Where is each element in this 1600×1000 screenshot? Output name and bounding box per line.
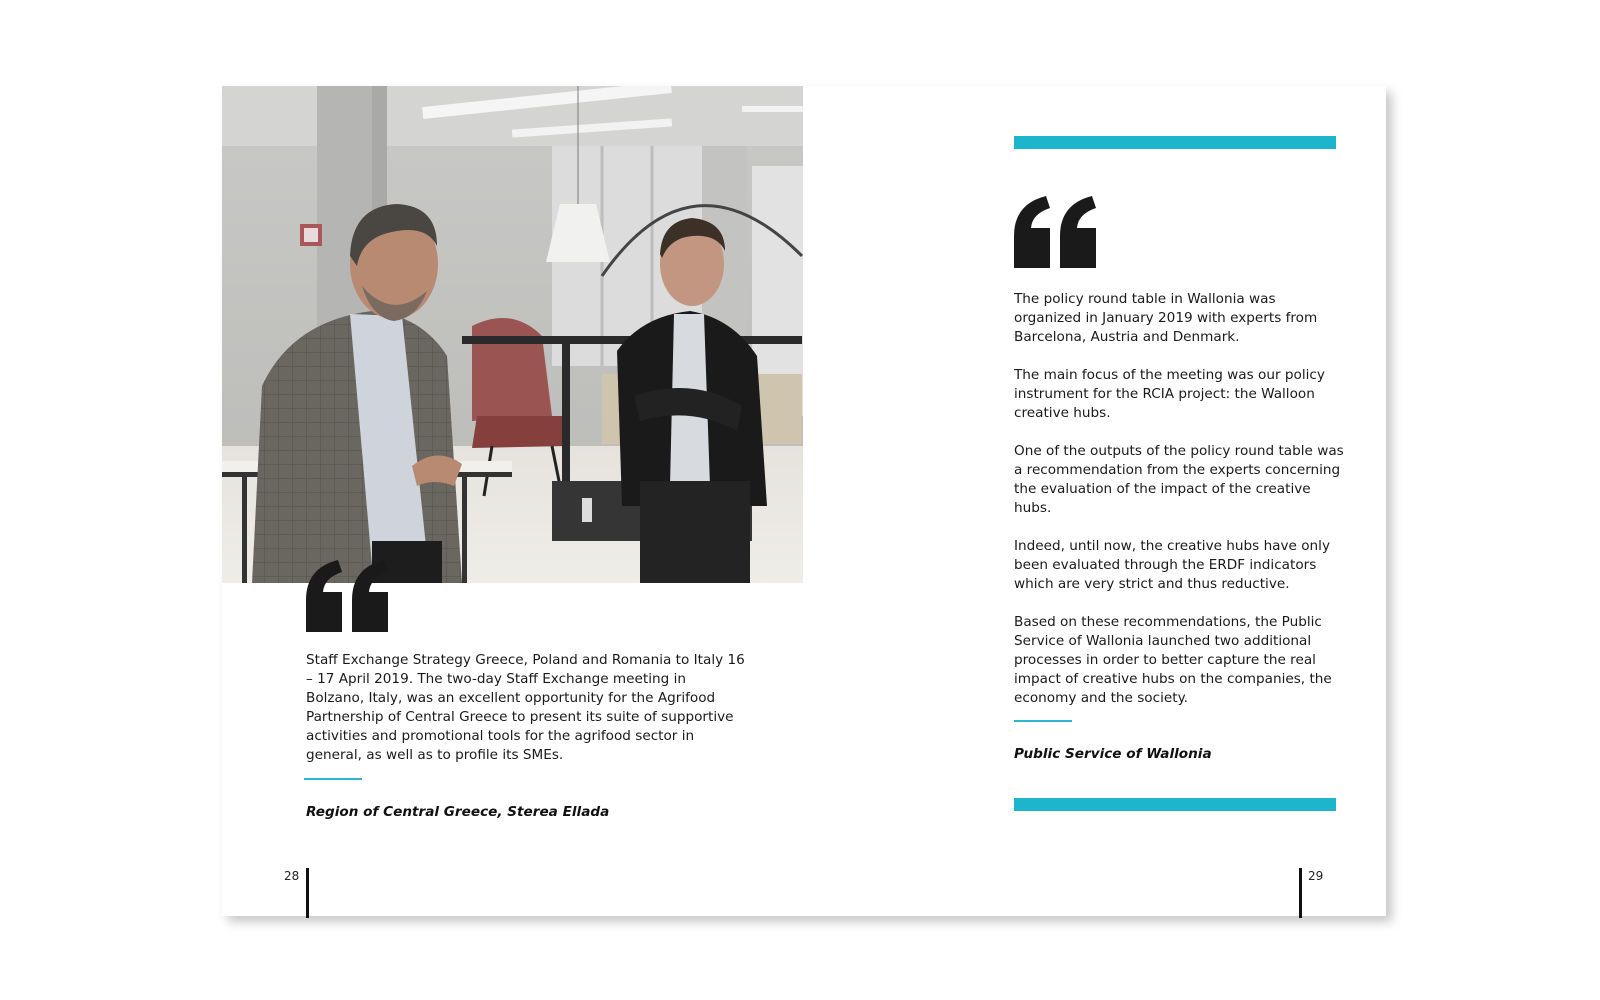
- left-page: [222, 86, 803, 916]
- left-quote-paragraph: [306, 651, 746, 765]
- right-body-text: [1014, 290, 1344, 708]
- page-number-left: 28: [284, 869, 300, 883]
- right-paragraph: The policy round table in Wallonia was organized in January 2019 with experts from Barcelona, Austria and Denmark.: [1014, 291, 1318, 345]
- right-attribution: Public Service of Wallonia: [1014, 746, 1212, 762]
- page-number-right-rule: [1299, 868, 1302, 918]
- left-attribution: Region of Central Greece, Sterea Ellada: [306, 804, 610, 820]
- opening-quote-icon: [1014, 196, 1098, 268]
- bottom-accent-bar: [1014, 798, 1336, 811]
- page-number-left-rule: [306, 868, 309, 918]
- left-divider: [304, 778, 362, 780]
- right-page: [803, 86, 1386, 916]
- page-number-right: 29: [1308, 869, 1324, 883]
- right-paragraph: The main focus of the meeting was our policy instrument for the RCIA project: the Walloon creative hubs.: [1014, 367, 1325, 421]
- office-meeting-photo: [222, 86, 803, 583]
- opening-quote-icon: [306, 560, 390, 632]
- right-divider: [1014, 720, 1072, 722]
- right-paragraph: One of the outputs of the policy round table was a recommendation from the experts concerning the evaluation of the impact of the creative hubs.: [1014, 443, 1344, 516]
- top-accent-bar: [1014, 136, 1336, 149]
- right-paragraph: Based on these recommendations, the Public Service of Wallonia launched two additional processes in order to better capture the real impact of creative hubs on the companies, the economy and the society.: [1014, 614, 1332, 706]
- brochure-spread: [222, 86, 1386, 916]
- right-paragraph: Indeed, until now, the creative hubs have only been evaluated through the ERDF indicators which are very strict and thus reductive.: [1014, 538, 1330, 592]
- left-paragraph: Staff Exchange Strategy Greece, Poland and Romania to Italy 16 – 17 April 2019. The two-day Staff Exchange meeting in Bolzano, Italy, was an excellent opportunity for the Agrifood Partnership of Central Greece to present its suite of supportive activities and promotional tools for the agrifood sector in general, as well as to profile its SMEs.: [306, 652, 745, 763]
